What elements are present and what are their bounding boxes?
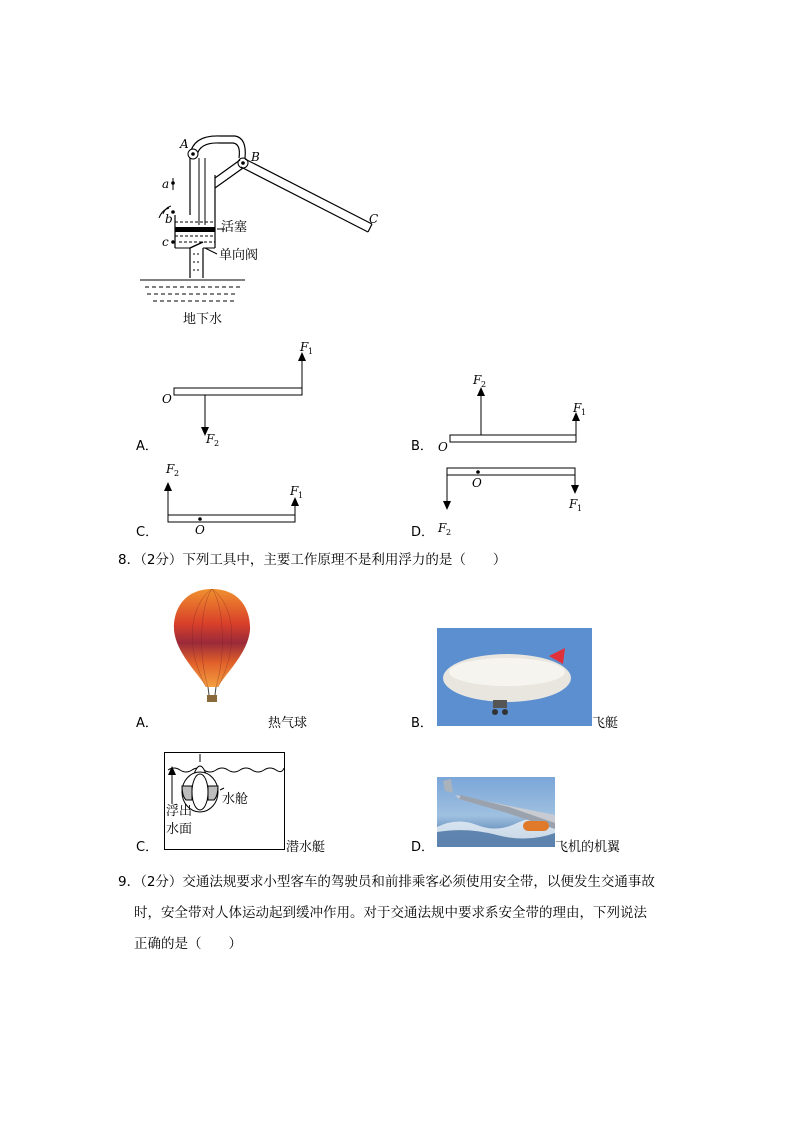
valve-label: 单向阀 xyxy=(219,248,259,263)
pump-label-C: C xyxy=(369,212,379,226)
option-letter: B． xyxy=(411,439,433,454)
q7-option-d[interactable] xyxy=(405,462,605,547)
pivot-O: O xyxy=(472,476,482,490)
force-F1-sub: 1 xyxy=(298,491,304,500)
pump-label-b: b xyxy=(165,212,173,226)
pump-diagram xyxy=(135,130,385,330)
option-letter: C． xyxy=(136,525,159,540)
option-letter: D． xyxy=(411,525,435,540)
force-F1-sub: 1 xyxy=(577,504,583,513)
option-letter: B． xyxy=(411,716,433,731)
lever-diagram-c xyxy=(130,458,330,543)
q8-option-a[interactable] xyxy=(130,585,330,735)
pivot-O: O xyxy=(162,392,172,406)
submarine-text-tank: 水舱 xyxy=(222,792,249,807)
force-F1: F xyxy=(300,340,309,354)
force-F2-sub: 2 xyxy=(174,469,180,478)
option-letter: C． xyxy=(136,840,159,855)
force-F2: F xyxy=(206,432,215,446)
lever-diagram-d xyxy=(405,462,605,547)
airplane-wing-image xyxy=(437,777,555,847)
pump-label-c: c xyxy=(162,235,169,249)
force-F1: F xyxy=(290,484,299,498)
force-F2: F xyxy=(473,373,482,387)
q9-line-2: 时，安全带对人体运动起到缓冲作用。对于交通法规中要求系安全带的理由，下列说法 xyxy=(134,905,647,921)
q7-option-c[interactable] xyxy=(130,458,330,543)
q9-line-3: 正确的是（ ） xyxy=(134,936,242,952)
groundwater-label: 地下水 xyxy=(183,312,223,327)
submarine-text-rise: 浮出 xyxy=(166,804,193,819)
pivot-O: O xyxy=(195,523,205,537)
force-F1: F xyxy=(573,401,582,415)
force-F2: F xyxy=(166,462,175,476)
force-F2-sub: 2 xyxy=(481,380,487,389)
option-caption: 潜水艇 xyxy=(286,840,326,855)
option-letter: D． xyxy=(411,840,435,855)
lever-diagram-b xyxy=(405,368,605,458)
q8-option-b[interactable] xyxy=(405,626,635,736)
hot-air-balloon-image xyxy=(170,585,255,710)
pump-label-a: a xyxy=(162,177,170,191)
pivot-O: O xyxy=(438,440,448,454)
option-letter: A． xyxy=(136,439,158,454)
force-F2-sub: 2 xyxy=(446,528,452,537)
submarine-text-surface: 水面 xyxy=(166,822,193,837)
pump-label-A: A xyxy=(180,137,189,151)
q9-line-1: 9．（2分）交通法规要求小型客车的驾驶员和前排乘客必须使用安全带，以便发生交通事故 xyxy=(118,874,655,890)
force-F1-sub: 1 xyxy=(308,347,314,356)
piston-label: 活塞 xyxy=(221,220,248,235)
force-F1-sub: 1 xyxy=(581,408,587,417)
option-letter: A． xyxy=(136,716,158,731)
lever-diagram-a xyxy=(130,338,330,458)
pump-figure xyxy=(135,130,385,330)
option-caption: 飞机的机翼 xyxy=(555,840,621,855)
force-F2: F xyxy=(438,521,447,535)
q7-option-a[interactable] xyxy=(130,338,330,458)
q8-option-c[interactable] xyxy=(130,752,340,862)
option-caption: 飞艇 xyxy=(592,716,619,731)
airship-image xyxy=(437,628,592,726)
pump-label-B: B xyxy=(251,150,260,164)
q8-stem: 8．（2分）下列工具中，主要工作原理不是利用浮力的是（ ） xyxy=(118,552,507,568)
option-caption: 热气球 xyxy=(268,716,308,731)
q8-option-d[interactable] xyxy=(405,775,635,865)
force-F2-sub: 2 xyxy=(214,439,220,448)
q7-option-b[interactable] xyxy=(405,368,605,458)
force-F1: F xyxy=(569,497,578,511)
